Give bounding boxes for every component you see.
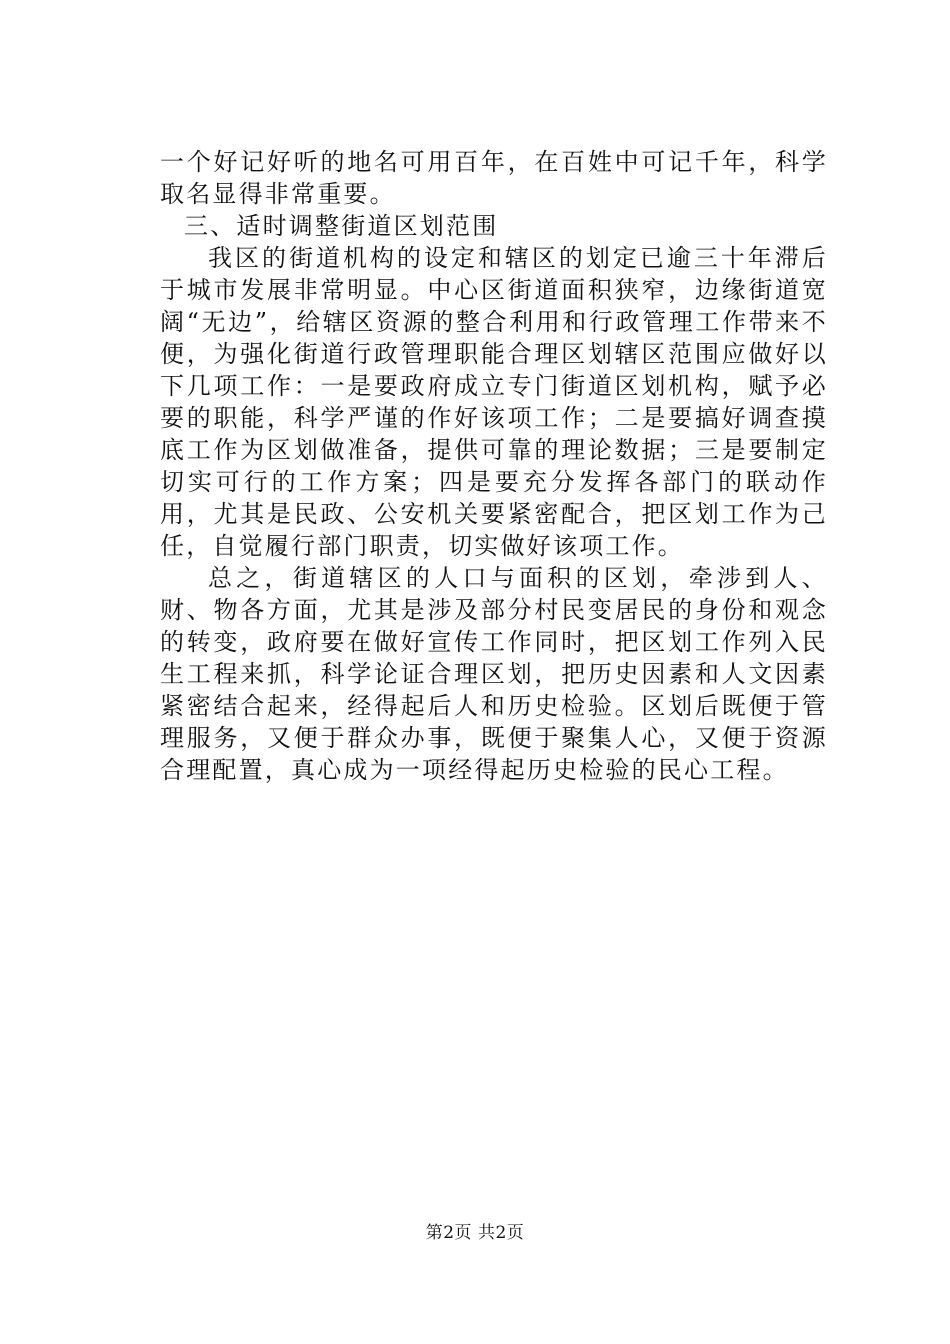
- document-body: [160, 146, 828, 786]
- page-number-footer: 第2页 共2页: [425, 1223, 525, 1243]
- paragraph-body: 我区的街道机构的设定和辖区的划定已逾三十年滞后于城市发展非常明显。中心区街道面积狭窄，边缘街道宽阔“无边”，给辖区资源的整合利用和行政管理工作带来不便，为强化街道行政管理职能合理区划辖区范围应做好以下几项工作：一是要政府成立专门街道区划机构，赋予必要的职能，科学严谨的作好该项工作；二是要搞好调查摸底工作为区划做准备，提供可靠的理论数据；三是要制定切实可行的工作方案；四是要充分发挥各部门的联动作用，尤其是民政、公安机关要紧密配合，把区划工作为己任，自觉履行部门职责，切实做好该项工作。: [160, 244, 828, 560]
- paragraph-continuation: 一个好记好听的地名可用百年，在百姓中可记千年，科学取名显得非常重要。: [160, 148, 828, 208]
- section-heading: 三、适时调整街道区划范围: [184, 212, 499, 240]
- paragraph-conclusion: 总之，街道辖区的人口与面积的区划，牵涉到人、财、物各方面，尤其是涉及部分村民变居民的身份和观念的转变，政府要在做好宣传工作同时，把区划工作列入民生工程来抓，科学论证合理区划，把历史因素和人文因素紧密结合起来，经得起后人和历史检验。区划后既便于管理服务，又便于群众办事，既便于聚集人心，又便于资源合理配置，真心成为一项经得起历史检验的民心工程。: [160, 564, 828, 784]
